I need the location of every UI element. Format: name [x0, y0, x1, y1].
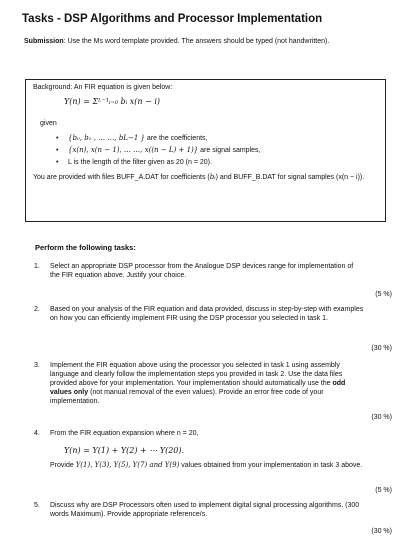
fir-equation: Y(n) = Σᴸ⁻¹ᵢ₌₀ bᵢ x(n − i) — [64, 97, 161, 106]
bullet-coefficients — [68, 134, 208, 143]
task-3-text — [50, 361, 364, 406]
submission-label: Submission — [24, 38, 64, 45]
task-3-number: 3. — [34, 362, 40, 369]
submission-note — [24, 37, 384, 46]
tasks-heading: Perform the following tasks: — [35, 243, 136, 252]
task-1 — [34, 262, 364, 280]
task-5-text: Discuss why are DSP Processors often used to implement digital signal processing algorithms. (300 words Maximum). Provide appropriate reference/s. — [50, 502, 360, 518]
task-3-marks: (30 %) — [371, 414, 392, 421]
files-note-part1: You are provided with files BUFF_A.DAT for coefficients ( — [33, 174, 210, 181]
task-3-text-bold: odd values only — [50, 380, 346, 396]
task-4-equation: Y(n) = Y(1) + Y(2) + ⋯ Y(20). — [64, 446, 185, 455]
task-4-intro: From the FIR equation expansion where n = 20, — [50, 430, 199, 437]
task-3-text-b: (not manual removal of the even values). Provide an error free code of your implementation. — [50, 389, 324, 405]
task-4-provide-a: Provide — [50, 462, 76, 469]
task-5-marks: (30 %) — [371, 528, 392, 535]
task-4-number: 4. — [34, 430, 40, 437]
task-1-text: Select an appropriate DSP processor from the Analogue DSP devices range for implementation of the FIR equation above. Justify your choice. — [50, 263, 354, 279]
task-2-number: 2. — [34, 306, 40, 313]
bullet-samples-math: {x(n), x(n − 1), … …, x((n − L) + 1)} — [68, 146, 199, 154]
task-2-marks: (30 %) — [371, 345, 392, 352]
task-2-text: Based on your analysis of the FIR equation and data provided, discuss in step-by-step with examples on how you can efficiently implement FIR using the DSP processor you selected in task 1. — [50, 306, 364, 322]
bullet-length-text: is the length of the filter given as 20 (n = 20). — [71, 159, 212, 166]
task-4-marks: (5 %) — [375, 487, 392, 494]
background-intro: Background: An FIR equation is given below: — [33, 84, 173, 91]
task-4-provide-values: Y(1), Y(3), Y(5), Y(7) and Y(9) — [75, 461, 180, 469]
task-4-provide — [50, 461, 364, 470]
task-1-number: 1. — [34, 263, 40, 270]
task-3-text-a: Implement the FIR equation above using the processor you selected in task 1 using assembly language and clearly follow the implementation steps you provided in task 2. Use the data files provided above for your implementation. Your implementation should automatically use the — [50, 362, 343, 387]
task-5 — [34, 501, 364, 519]
page-title: Tasks - DSP Algorithms and Processor Implementation — [22, 13, 323, 25]
files-note-part2: ) and BUFF_B.DAT for signal samples (x(n − i)). — [215, 174, 365, 181]
background-files-note — [33, 173, 378, 182]
files-note-bi: bᵢ — [209, 173, 216, 181]
task-1-marks: (5 %) — [375, 291, 392, 298]
submission-text: : Use the Ms word template provided. The answers should be typed (not handwritten). — [63, 38, 330, 45]
task-5-number: 5. — [34, 502, 40, 509]
task-4-provide-b: values obtained from your implementation in task 3 above. — [179, 462, 363, 469]
bullet-samples-text: are signal samples, — [198, 147, 261, 154]
task-3 — [34, 361, 364, 406]
task-4 — [34, 429, 364, 470]
task-2 — [34, 305, 364, 323]
bullet-coefficients-text: are the coefficients, — [144, 135, 208, 142]
bullet-length-math: L — [68, 159, 72, 166]
bullet-samples — [68, 146, 260, 155]
given-label: given — [40, 120, 57, 127]
bullet-coefficients-math: {b₀, b₁ , … …, bL−1 } — [68, 134, 145, 142]
bullet-length — [68, 158, 212, 167]
background-box — [25, 79, 386, 222]
